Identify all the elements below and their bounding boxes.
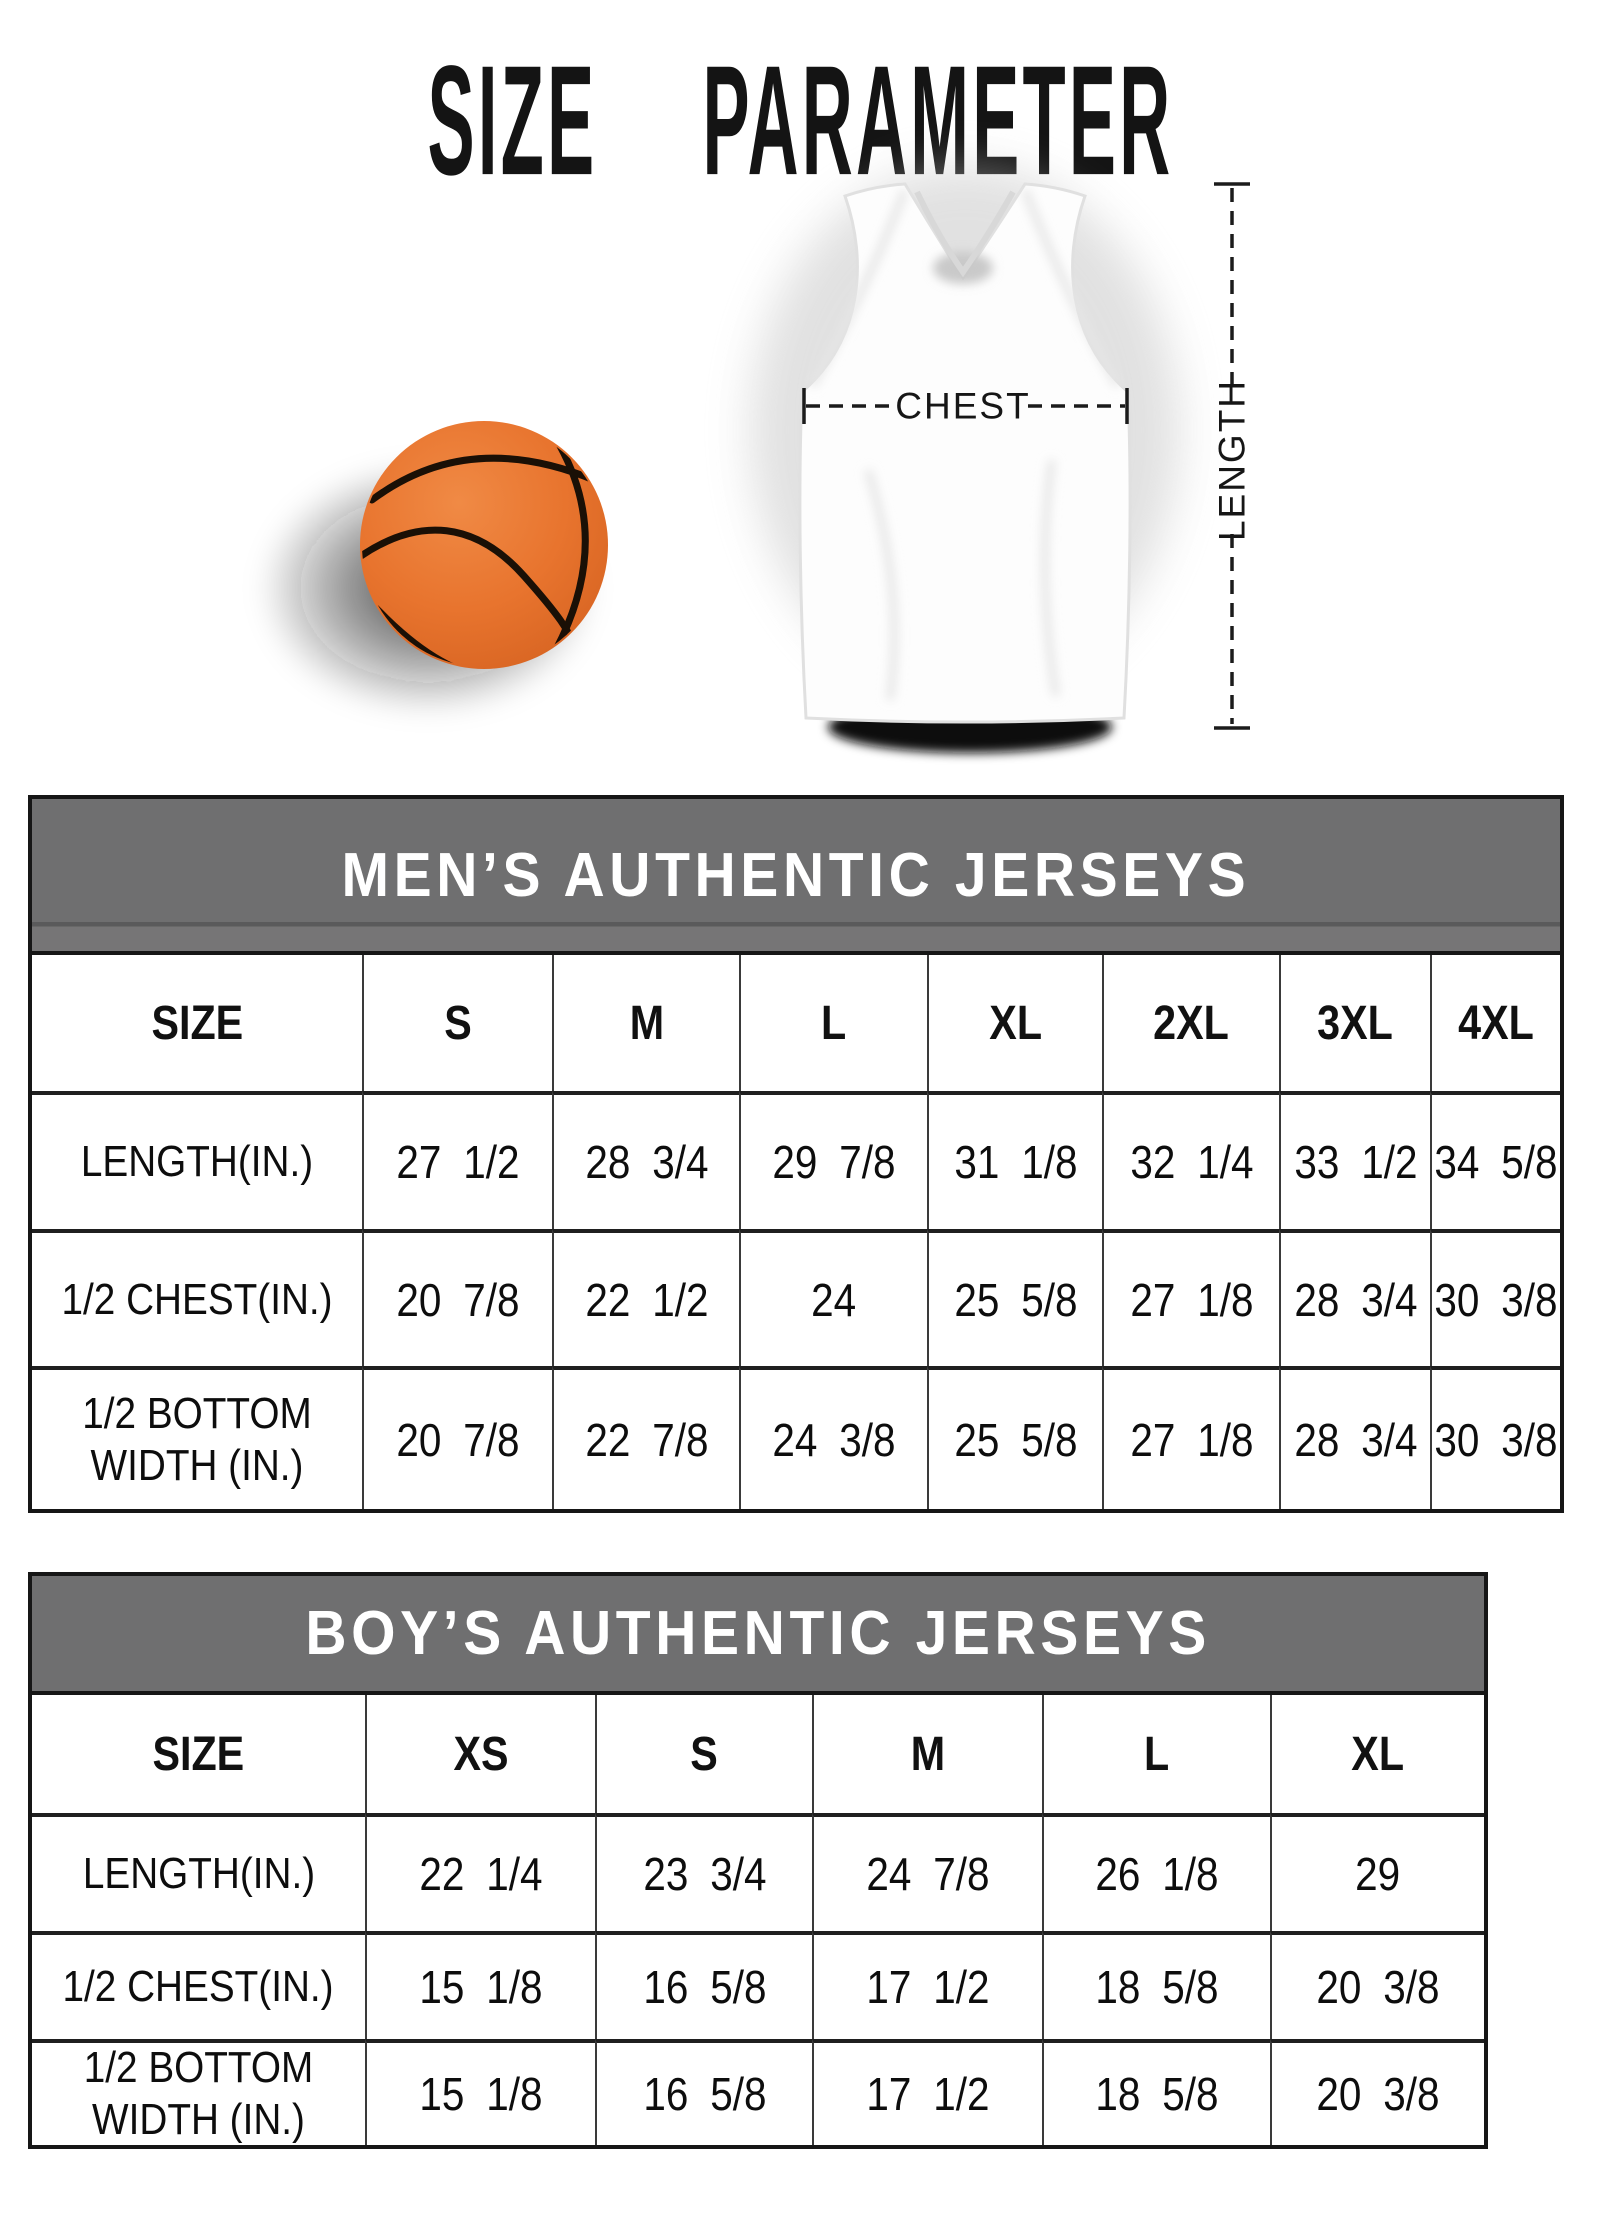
boys-table-title: BOY’S AUTHENTIC JERSEYS <box>305 1599 1211 1668</box>
boys-size-table <box>28 1572 1488 2149</box>
length-label: LENGTH <box>1211 378 1253 542</box>
column-header <box>365 1695 595 1813</box>
size-value: 22 7/8 <box>584 1413 709 1466</box>
size-value: 26 1/8 <box>1095 1848 1219 1900</box>
header-text: 4XL <box>1458 996 1534 1050</box>
size-value: 20 7/8 <box>396 1413 520 1466</box>
size-value-cell <box>362 1366 552 1509</box>
size-value: 18 5/8 <box>1095 2068 1219 2120</box>
header-text: L <box>1144 1727 1170 1781</box>
size-value-cell <box>812 1813 1042 1931</box>
jersey-illustration <box>750 165 1180 753</box>
size-value: 27 1/2 <box>396 1136 520 1188</box>
size-value: 27 1/8 <box>1129 1273 1254 1326</box>
size-value: 17 1/2 <box>866 2068 990 2120</box>
size-value: 24 <box>811 1273 857 1326</box>
page-title-text: SIZE PARAMETER <box>427 32 1173 208</box>
row-label-text: LENGTH(IN.) <box>80 1137 314 1187</box>
size-value-cell <box>595 2039 812 2145</box>
size-value-cell <box>365 1813 595 1931</box>
mens-table-title-bar <box>32 799 1560 955</box>
column-header <box>739 955 927 1091</box>
mens-table-grid <box>32 955 1560 1509</box>
size-value: 29 7/8 <box>772 1136 896 1188</box>
size-value: 22 1/2 <box>584 1273 709 1326</box>
column-header <box>32 1695 365 1813</box>
size-value: 24 3/8 <box>772 1413 896 1466</box>
size-value-cell <box>1102 1229 1279 1366</box>
row-label <box>32 1091 362 1229</box>
size-value-cell <box>1042 1931 1270 2039</box>
column-header <box>927 955 1102 1091</box>
size-value: 31 1/8 <box>953 1136 1078 1188</box>
column-header <box>1042 1695 1270 1813</box>
size-value: 17 1/2 <box>866 1961 990 2013</box>
size-value-cell <box>1279 1229 1430 1366</box>
size-value-cell <box>552 1229 739 1366</box>
column-header <box>1102 955 1279 1091</box>
size-value-cell <box>1279 1366 1430 1509</box>
size-value: 22 1/4 <box>419 1848 543 1900</box>
size-value-cell <box>1042 2039 1270 2145</box>
size-value: 20 3/8 <box>1316 1961 1440 2013</box>
size-value-cell <box>1430 1366 1560 1509</box>
row-label-text: 1/2 CHEST(IN.) <box>61 1274 333 1324</box>
size-value: 28 3/4 <box>1293 1413 1418 1466</box>
size-value-cell <box>365 1931 595 2039</box>
product-photo <box>0 0 1600 792</box>
header-text: XL <box>989 996 1042 1050</box>
header-text: 2XL <box>1153 996 1230 1050</box>
row-label-text: 1/2 BOTTOM WIDTH (IN.) <box>82 1388 312 1490</box>
header-text: XL <box>1351 1727 1405 1781</box>
row-label-text: 1/2 CHEST(IN.) <box>62 1962 335 2012</box>
row-label <box>32 1229 362 1366</box>
column-header <box>595 1695 812 1813</box>
column-header <box>32 955 362 1091</box>
size-value-cell <box>1430 1229 1560 1366</box>
size-value: 24 7/8 <box>866 1848 990 1900</box>
row-label-text: 1/2 BOTTOM WIDTH (IN.) <box>83 2043 314 2144</box>
size-value: 33 1/2 <box>1293 1136 1418 1188</box>
column-header <box>1430 955 1560 1091</box>
boys-table-title-bar <box>32 1576 1484 1695</box>
size-value-cell <box>927 1366 1102 1509</box>
header-text: S <box>690 1727 719 1781</box>
size-value-cell <box>1270 1931 1484 2039</box>
size-value: 34 5/8 <box>1434 1136 1558 1188</box>
size-value: 18 5/8 <box>1095 1961 1219 2013</box>
size-value: 28 3/4 <box>584 1136 709 1188</box>
size-value-cell <box>927 1091 1102 1229</box>
row-label <box>32 1813 365 1931</box>
header-text: SIZE <box>151 996 243 1050</box>
size-value: 28 3/4 <box>1293 1273 1418 1326</box>
size-value: 29 <box>1355 1848 1401 1900</box>
size-value-cell <box>739 1091 927 1229</box>
size-value-cell <box>812 1931 1042 2039</box>
header-text: L <box>821 996 847 1050</box>
size-value-cell <box>362 1229 552 1366</box>
boys-table-grid <box>32 1695 1484 2145</box>
size-value: 30 3/8 <box>1434 1413 1558 1466</box>
size-value-cell <box>739 1366 927 1509</box>
size-value: 15 1/8 <box>419 2068 543 2120</box>
size-value: 27 1/8 <box>1129 1413 1254 1466</box>
column-header <box>812 1695 1042 1813</box>
size-value: 25 5/8 <box>953 1413 1078 1466</box>
size-value-cell <box>1102 1366 1279 1509</box>
size-value: 23 3/4 <box>642 1848 767 1900</box>
column-header <box>1270 1695 1484 1813</box>
size-value-cell <box>552 1366 739 1509</box>
header-text: M <box>629 996 664 1050</box>
header-text: SIZE <box>152 1727 245 1781</box>
mens-table-title: MEN’S AUTHENTIC JERSEYS <box>341 840 1251 910</box>
size-value: 32 1/4 <box>1129 1136 1254 1188</box>
column-header <box>552 955 739 1091</box>
size-value-cell <box>1042 1813 1270 1931</box>
size-value-cell <box>1102 1091 1279 1229</box>
column-header <box>362 955 552 1091</box>
size-value-cell <box>739 1229 927 1366</box>
row-label <box>32 1931 365 2039</box>
header-text: M <box>910 1727 946 1781</box>
row-label <box>32 2039 365 2145</box>
size-value-cell <box>595 1931 812 2039</box>
row-label <box>32 1366 362 1509</box>
column-header <box>1279 955 1430 1091</box>
size-value-cell <box>1279 1091 1430 1229</box>
mens-size-table <box>28 795 1564 1513</box>
header-text: XS <box>453 1727 509 1781</box>
size-value: 30 3/8 <box>1434 1273 1558 1326</box>
basketball-illustration <box>258 421 608 716</box>
size-value-cell <box>365 2039 595 2145</box>
size-value-cell <box>1270 2039 1484 2145</box>
size-value-cell <box>362 1091 552 1229</box>
size-value: 25 5/8 <box>953 1273 1078 1326</box>
size-value: 20 7/8 <box>396 1273 520 1326</box>
header-text: 3XL <box>1317 996 1394 1050</box>
size-value-cell <box>552 1091 739 1229</box>
size-value: 15 1/8 <box>419 1961 543 2013</box>
size-value: 16 5/8 <box>642 2068 767 2120</box>
chest-label: CHEST <box>895 385 1031 427</box>
size-value-cell <box>812 2039 1042 2145</box>
size-value-cell <box>1270 1813 1484 1931</box>
size-value-cell <box>1430 1091 1560 1229</box>
size-value-cell <box>595 1813 812 1931</box>
size-value-cell <box>927 1229 1102 1366</box>
row-label-text: LENGTH(IN.) <box>82 1849 315 1899</box>
size-value: 16 5/8 <box>642 1961 767 2013</box>
header-text: S <box>444 996 472 1050</box>
size-value: 20 3/8 <box>1316 2068 1440 2120</box>
